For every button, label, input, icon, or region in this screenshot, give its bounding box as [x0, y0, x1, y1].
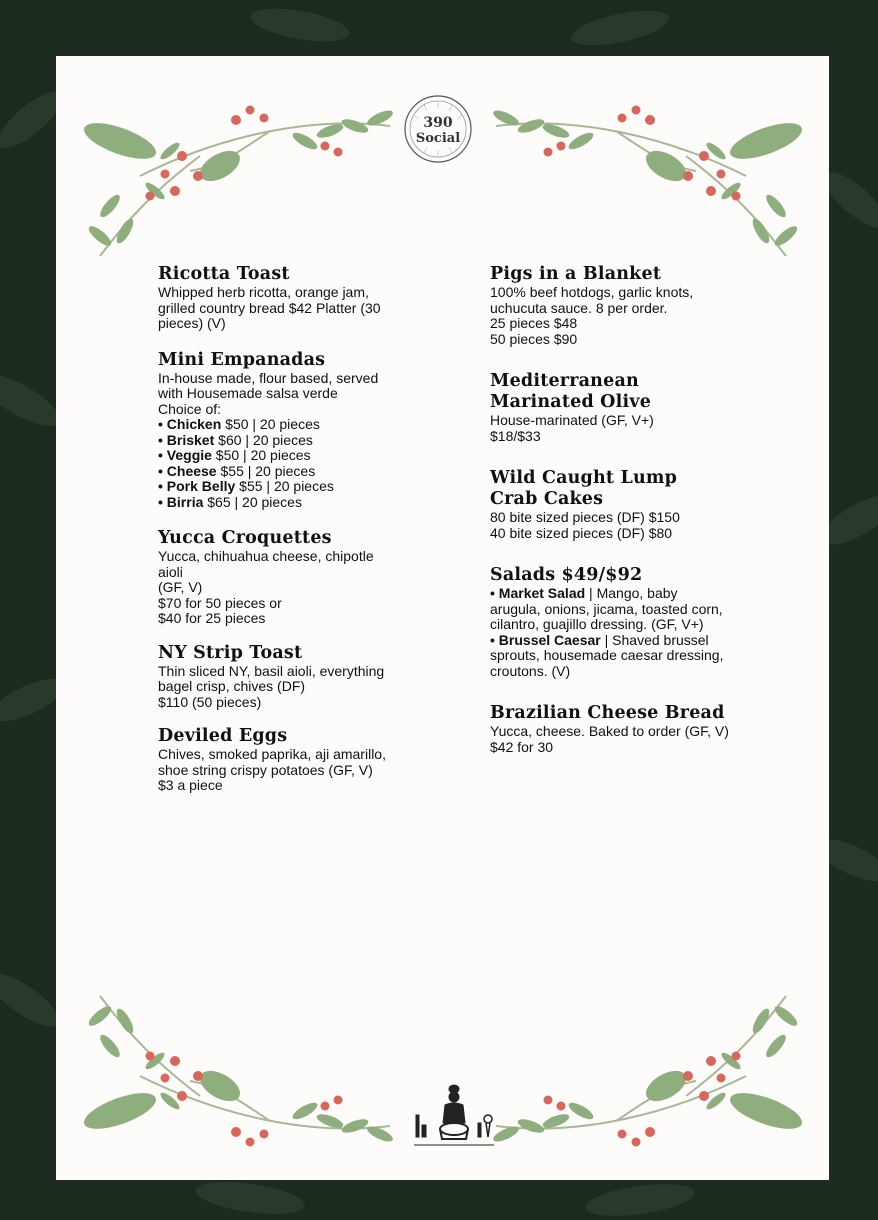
menu-item-mediterranean-marinated-olive: [490, 371, 780, 444]
menu-option-name: • Brisket: [158, 431, 215, 448]
menu-item-description-line: $70 for 50 pieces or: [158, 594, 282, 611]
menu-item-description-line: 40 bite sized pieces (DF) $80: [490, 524, 673, 541]
menu-item-description-line: Chives, smoked paprika, aji amarillo,: [158, 746, 386, 762]
menu-item-title: Mini Empanadas: [158, 349, 326, 370]
menu-item-description-line: aioli: [158, 563, 183, 580]
menu-item-pigs-in-a-blanket: [490, 264, 780, 347]
menu-item-description-line: • Market Salad | Mango, baby: [490, 585, 678, 601]
menu-option-name: • Chicken: [158, 416, 222, 432]
menu-option-name: • Cheese: [158, 462, 217, 479]
menu-item-description-line: $18/$33: [490, 427, 541, 444]
390-social-logo: [403, 94, 473, 164]
menu-item-description-line: bagel crisp, chives (DF): [158, 678, 306, 694]
holly-garland-bottom-left: [80, 986, 400, 1156]
holly-garland-bottom-right: [486, 986, 806, 1156]
menu-item-title: Mediterranean Marinated Olive: [490, 371, 652, 412]
menu-item-title: Brazilian Cheese Bread: [490, 703, 725, 723]
menu-item-title: Deviled Eggs: [158, 726, 288, 746]
menu-item-description-line: croutons. (V): [490, 662, 571, 679]
menu-item-description-line: Thin sliced NY, basil aioli, everything: [158, 662, 385, 679]
menu-item-description-line: • Chicken $50 | 20 pieces: [158, 416, 320, 432]
menu-item-title: Yucca Croquettes: [158, 528, 332, 548]
menu-option-name: • Birria: [158, 493, 204, 510]
menu-item-description-line: Whipped herb ricotta, orange jam,: [158, 284, 369, 300]
menu-item-description-line: Choice of:: [158, 400, 222, 417]
menu-option-name: • Veggie: [158, 447, 212, 463]
menu-item-description-line: • Birria $65 | 20 pieces: [158, 493, 302, 510]
menu-option-name: • Market Salad: [490, 585, 586, 601]
menu-item-description-line: uchucuta sauce. 8 per order.: [490, 299, 668, 316]
menu-item-ny-strip-toast: [158, 643, 448, 711]
chef-illustration-icon: [412, 1079, 496, 1151]
menu-item-description-line: 80 bite sized pieces (DF) $150: [490, 509, 680, 525]
menu-item-description-line: pieces) (V): [158, 315, 226, 331]
menu-item-deviled-eggs: [158, 726, 448, 794]
menu-item-description-line: • Brussel Caesar | Shaved brussel: [490, 631, 709, 648]
menu-item-description-line: • Brisket $60 | 20 pieces: [158, 431, 313, 448]
menu-item-description-line: shoe string crispy potatoes (GF, V): [158, 761, 373, 778]
menu-page: [56, 56, 829, 1180]
menu-option-name: • Pork Belly: [158, 478, 236, 494]
menu-item-ricotta-toast: [158, 264, 448, 332]
holly-garland-top-left: [80, 96, 400, 266]
menu-item-description-line: $42 for 30: [490, 738, 554, 755]
menu-item-brazilian-cheese-bread: [490, 703, 780, 755]
menu-item-description-line: House-marinated (GF, V+): [490, 412, 654, 428]
menu-item-salads-49-92: [490, 565, 780, 679]
menu-column-right: [490, 264, 780, 755]
menu-item-description-line: grilled country bread $42 Platter (30: [158, 299, 381, 316]
menu-item-title: Wild Caught Lump Crab Cakes: [490, 468, 678, 509]
menu-item-title: Pigs in a Blanket: [490, 264, 662, 284]
menu-item-description-line: with Housemade salsa verde: [158, 385, 338, 401]
menu-item-description-line: (GF, V): [158, 579, 203, 595]
menu-item-title: Ricotta Toast: [158, 264, 290, 284]
menu-item-title: NY Strip Toast: [158, 642, 303, 663]
menu-item-description-line: 50 pieces $90: [490, 330, 578, 347]
logo-number: 390: [423, 115, 453, 131]
menu-item-wild-caught-lump-crab-cakes: [490, 468, 780, 541]
holly-garland-top-right: [486, 96, 806, 266]
menu-item-description-line: $110 (50 pieces): [158, 693, 262, 710]
menu-item-description-line: In-house made, flour based, served: [158, 369, 379, 386]
menu-item-description-line: • Cheese $55 | 20 pieces: [158, 462, 316, 479]
menu-column-left: [158, 264, 448, 794]
menu-item-description-line: Yucca, cheese. Baked to order (GF, V): [490, 723, 729, 739]
menu-item-mini-empanadas: [158, 350, 448, 511]
menu-item-yucca-croquettes: [158, 528, 448, 627]
menu-item-description-line: 100% beef hotdogs, garlic knots,: [490, 284, 694, 300]
menu-item-title: Salads $49/$92: [490, 565, 643, 585]
menu-item-description-line: sprouts, housemade caesar dressing,: [490, 647, 724, 663]
menu-item-description-line: Yucca, chihuahua cheese, chipotle: [158, 548, 374, 564]
menu-item-description-line: $3 a piece: [158, 777, 223, 793]
menu-item-description-line: $40 for 25 pieces: [158, 610, 266, 626]
menu-item-description-line: • Pork Belly $55 | 20 pieces: [158, 478, 334, 494]
menu-item-description-line: 25 pieces $48: [490, 315, 578, 331]
menu-item-description-line: cilantro, guajillo dressing. (GF, V+): [490, 616, 704, 632]
logo-word: Social: [415, 131, 461, 146]
menu-item-description-line: arugula, onions, jicama, toasted corn,: [490, 600, 723, 617]
menu-option-name: • Brussel Caesar: [490, 631, 601, 648]
menu-item-description-line: • Veggie $50 | 20 pieces: [158, 447, 311, 463]
